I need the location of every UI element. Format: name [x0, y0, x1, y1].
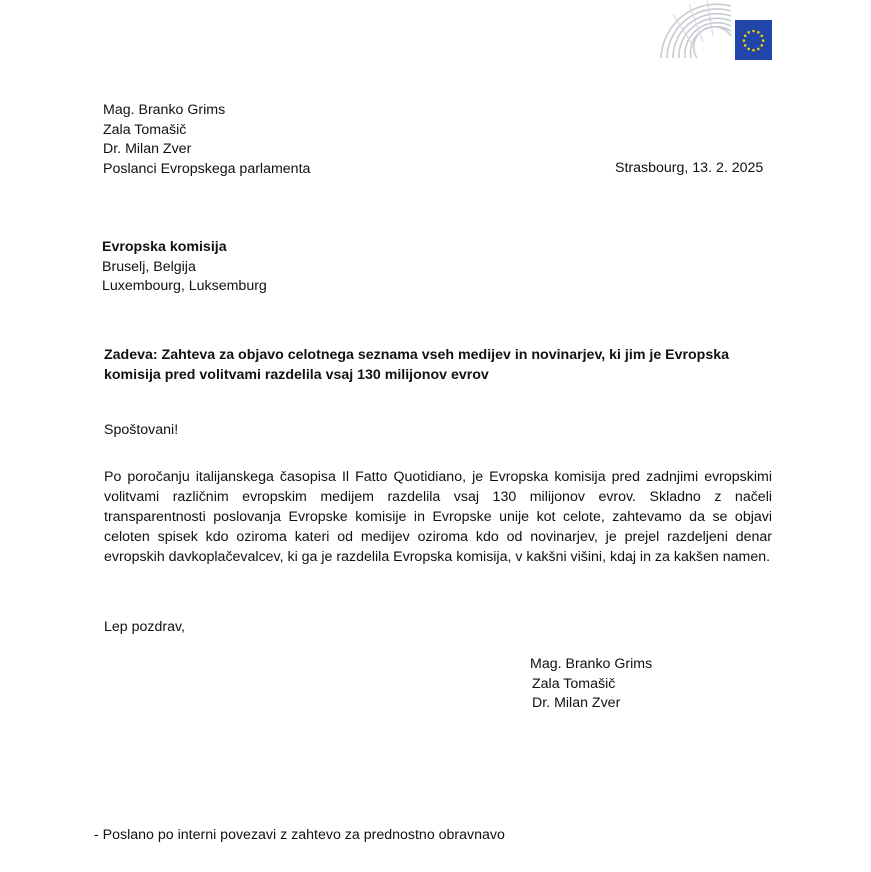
- eu-flag: [735, 20, 772, 60]
- footnote: - Poslano po interni povezavi z zahtevo za prednostno obravnavo: [94, 827, 505, 843]
- recipient-address: Luxembourg, Luksemburg: [102, 278, 267, 294]
- place-date: Strasbourg, 13. 2. 2025: [615, 160, 764, 176]
- hemicycle-spokes: [673, 0, 713, 46]
- sender-line: Poslanci Evropskega parlamenta: [103, 160, 311, 177]
- recipient-name: Evropska komisija: [102, 239, 227, 255]
- subject-line: Zadeva: Zahteva za objavo celotnega seznama vseh medijev in novinarjev, ki jim je Evropska komisija pred volitvami razdelila vsaj 130 milijonov evrov: [104, 347, 730, 383]
- salutation: Spoštovani!: [104, 422, 179, 438]
- sender-line: Dr. Milan Zver: [103, 141, 192, 157]
- recipient-block: [102, 238, 267, 297]
- closing: Lep pozdrav,: [104, 619, 185, 635]
- european-parliament-logo-icon: [659, 0, 772, 62]
- logo-graphic: [659, 0, 772, 62]
- signature-block: [530, 655, 652, 714]
- signature-line: Dr. Milan Zver: [532, 695, 621, 711]
- sender-line: Zala Tomašič: [103, 121, 187, 138]
- sender-line: Mag. Branko Grims: [103, 102, 226, 118]
- signature-line: Zala Tomašič: [532, 675, 616, 692]
- signature-line: Mag. Branko Grims: [530, 656, 653, 672]
- sender-block: [103, 101, 310, 179]
- hemicycle-arcs: [661, 4, 731, 58]
- recipient-address: Bruselj, Belgija: [102, 258, 196, 275]
- letter-body: Po poročanju italijanskega časopisa Il Fatto Quotidiano, je Evropska komisija pred zadnjimi evropskimi volitvami različnim evropskim medijem razdelila vsaj 130 milijonov evrov. Skladno z načeli transparentnosti poslovanja Evropske komisije in Evropske unije kot celote, zahtevamo da se objavi celoten spisek kdo oziroma kateri od medijev oziroma kdo od novinarjev, je prejel razdeljeni denar evropskih davkoplačevalcev, ki ga je razdelila Evropska komisija, v kakšni višini, kdaj in za kakšen namen.: [104, 469, 772, 565]
